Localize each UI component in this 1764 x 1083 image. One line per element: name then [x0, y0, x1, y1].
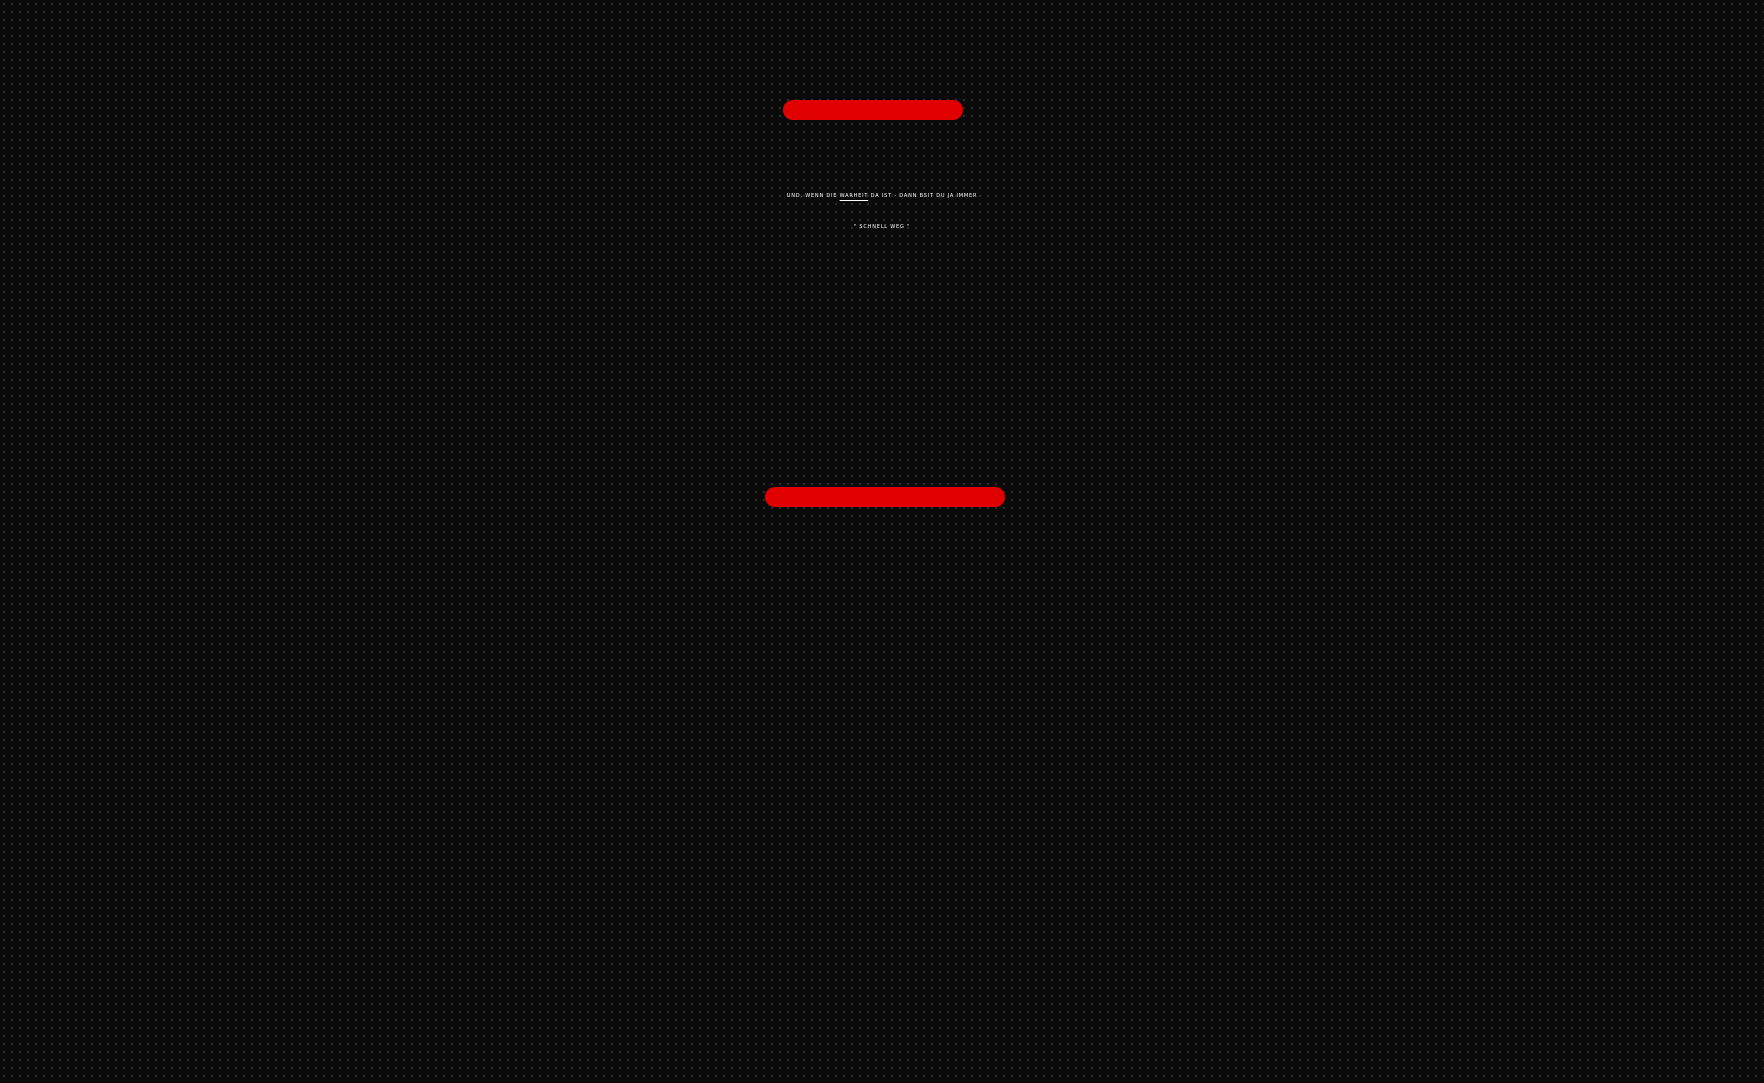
- text-segment: " SCHNELL WEG ": [853, 224, 911, 230]
- text-line: [0, 892, 1764, 919]
- text-line: [0, 1027, 1764, 1054]
- text-line: [0, 541, 1764, 568]
- text-line: [0, 973, 1764, 1000]
- text-line: [0, 325, 1764, 352]
- text-line: [0, 838, 1764, 865]
- text-line: [0, 46, 1764, 73]
- text-block: [0, 487, 1764, 595]
- text-line: [0, 649, 1764, 676]
- text-block: [0, 730, 1764, 1054]
- text-line: [0, 406, 1764, 433]
- text-line: [0, 514, 1764, 541]
- text-line: [0, 271, 1764, 298]
- heading-block: [0, 181, 1764, 243]
- text-segment: UND, WENN DIE: [786, 193, 840, 199]
- text-block: [0, 19, 1764, 73]
- redaction-mark: [783, 100, 963, 120]
- text-line: [0, 487, 1764, 514]
- text-line: [0, 676, 1764, 703]
- text-line: [0, 784, 1764, 811]
- text-line: [0, 379, 1764, 406]
- text-line: [0, 568, 1764, 595]
- text-segment: WARHEIT: [839, 193, 869, 199]
- text-block: [0, 271, 1764, 460]
- text-block: [0, 649, 1764, 703]
- text-block: [0, 100, 1764, 154]
- text-line: [0, 127, 1764, 154]
- text-line: [0, 1000, 1764, 1027]
- text-line: [0, 865, 1764, 892]
- text-line: [0, 352, 1764, 379]
- text-line: [0, 946, 1764, 973]
- text-line: [0, 298, 1764, 325]
- text-line: [0, 19, 1764, 46]
- heading-line: [0, 212, 1764, 243]
- text-line: [0, 433, 1764, 460]
- redaction-mark: [765, 487, 1005, 507]
- text-segment: DA IST - DANN BSIT DU JA IMMER: [868, 193, 978, 199]
- text-line: [0, 757, 1764, 784]
- text-line: [0, 100, 1764, 127]
- heading-line: [0, 181, 1764, 212]
- text-line: [0, 919, 1764, 946]
- text-line: [0, 730, 1764, 757]
- text-line: [0, 811, 1764, 838]
